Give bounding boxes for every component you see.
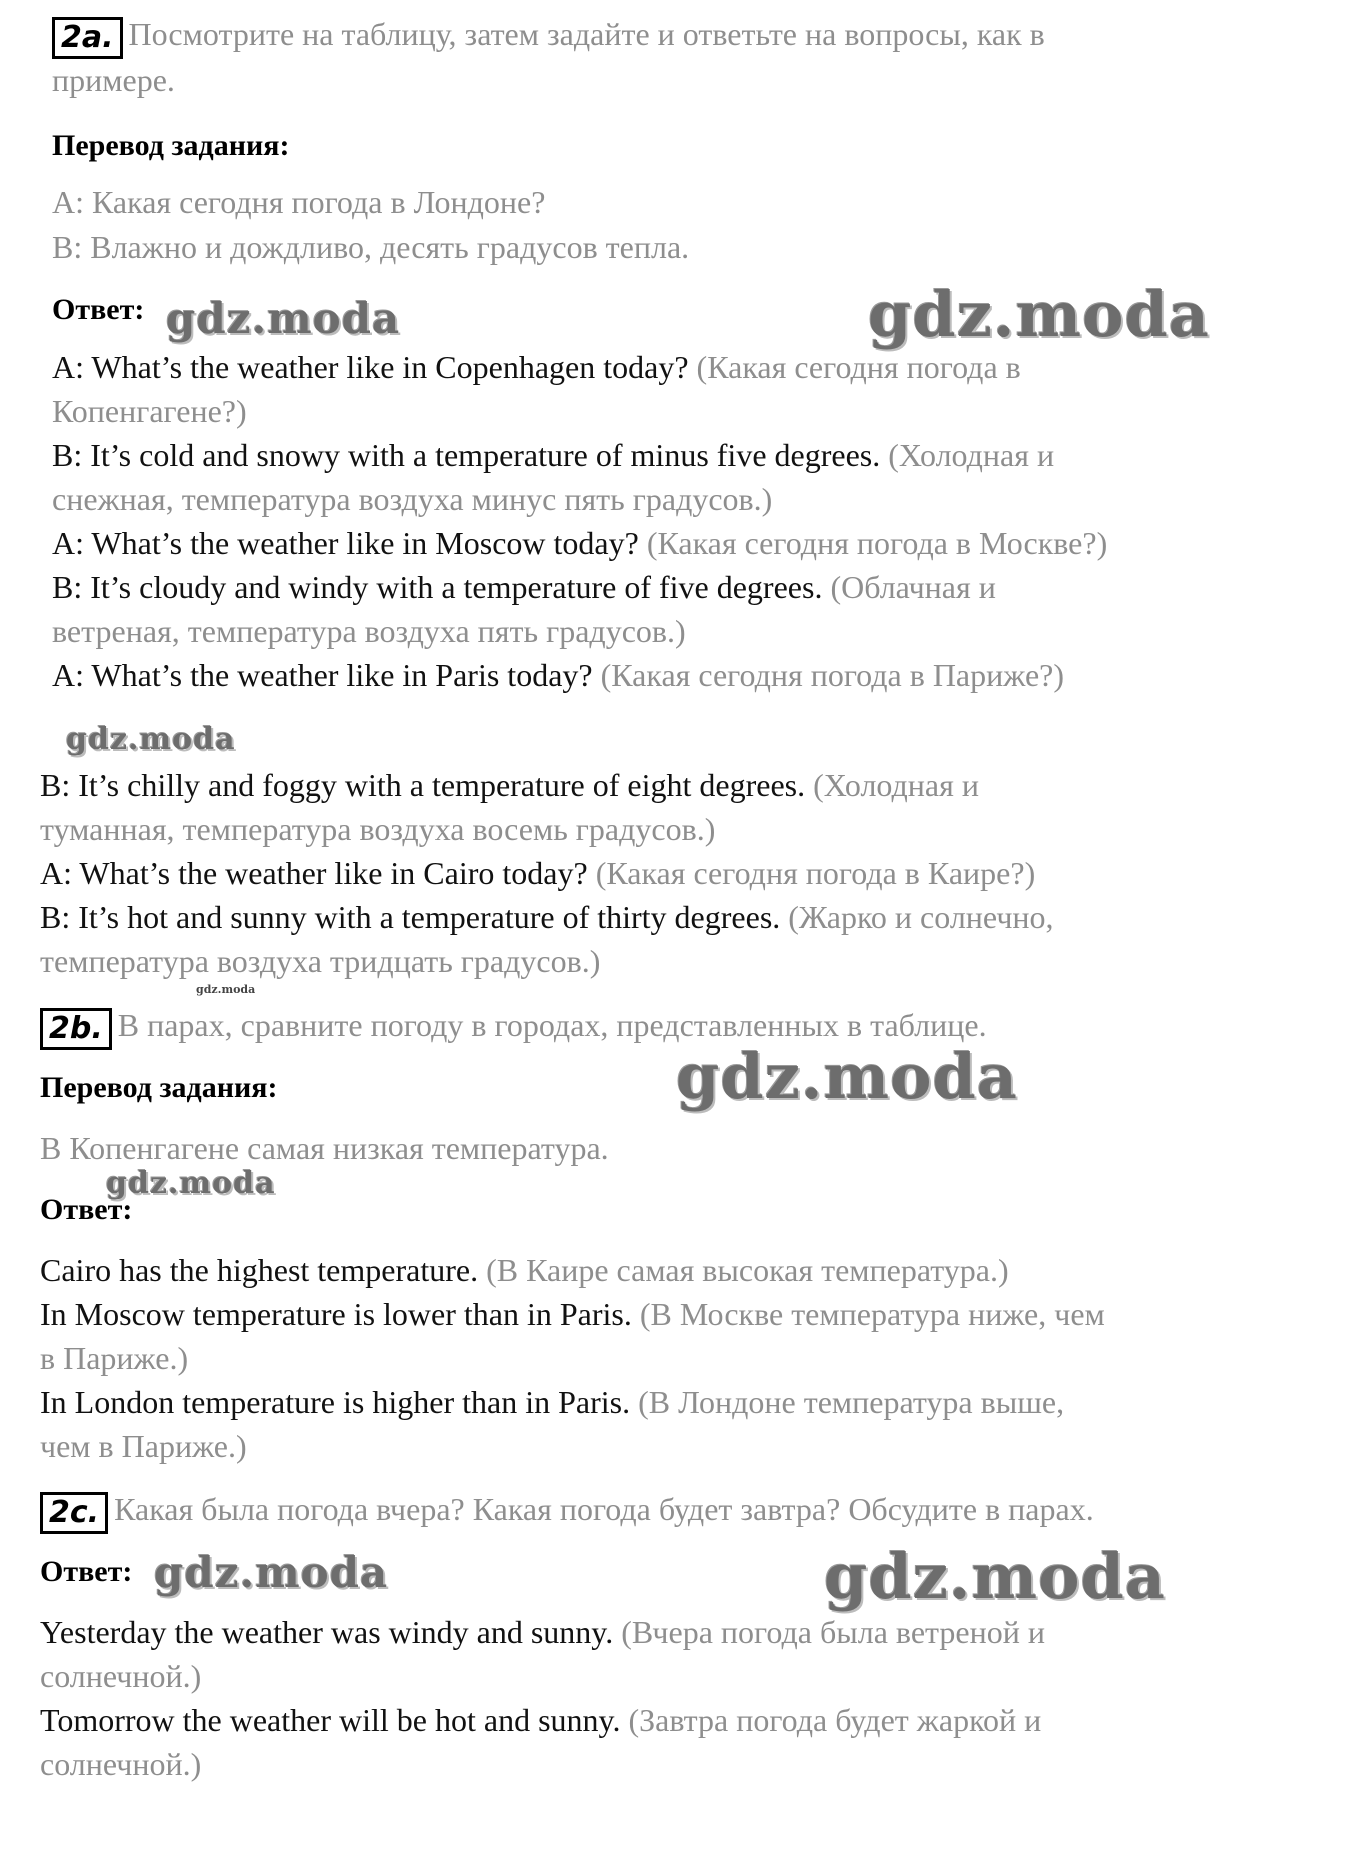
answer-line: солнечной.)	[40, 1658, 202, 1694]
task-2b-translation-heading: Перевод задания:	[40, 1071, 278, 1104]
task-2b-translation-line: В Копенгагене самая низкая температура.	[40, 1130, 609, 1166]
answer-line: снежная, температура воздуха минус пять градусов.)	[52, 481, 773, 517]
watermark-logo: gdz.moda	[154, 1548, 389, 1597]
watermark-logo: gdz.moda	[868, 278, 1210, 351]
task-number-badge: 2b.	[40, 1008, 112, 1050]
task-2b-instruction: В парах, сравните погоду в городах, представленных в таблице.	[117, 1007, 987, 1043]
answer-line: A: What’s the weather like in Cairo today? (Какая сегодня погода в Каире?)	[40, 855, 1036, 891]
task-2c-instruction: Какая была погода вчера? Какая погода будет завтра? Обсудите в парах.	[114, 1491, 1094, 1527]
task-number-badge: 2a.	[52, 17, 123, 59]
answer-line: чем в Париже.)	[40, 1428, 247, 1464]
watermark-logo: gdz.moda	[166, 294, 401, 343]
task-2a-instruction-cont: примере.	[52, 62, 175, 98]
watermark-logo: gdz.moda	[106, 1166, 276, 1201]
answer-line: Tomorrow the weather will be hot and sunny. (Завтра погода будет жаркой и	[40, 1702, 1042, 1738]
answer-line: Cairo has the highest temperature. (В Каире самая высокая температура.)	[40, 1252, 1009, 1288]
answer-line: солнечной.)	[40, 1746, 202, 1782]
watermark-logo: gdz.moda	[676, 1040, 1018, 1113]
answer-line: B: It’s cold and snowy with a temperature of minus five degrees. (Холодная и	[52, 437, 1055, 473]
task-2a-instruction: Посмотрите на таблицу, затем задайте и ответьте на вопросы, как в	[128, 16, 1045, 52]
task-2a-translation-line: А: Какая сегодня погода в Лондоне?	[52, 184, 546, 220]
answer-line: Yesterday the weather was windy and sunny. (Вчера погода была ветреной и	[40, 1614, 1045, 1650]
watermark-logo: gdz.moda	[196, 983, 256, 996]
task-2c-header	[40, 1489, 1094, 1534]
task-2c-answer-heading: Ответ:	[40, 1555, 133, 1588]
task-2b-answer-heading: Ответ:	[40, 1193, 133, 1226]
answer-line: ветреная, температура воздуха пять градусов.)	[52, 613, 686, 649]
task-2a-header	[52, 14, 1045, 59]
answer-line: туманная, температура воздуха восемь градусов.)	[40, 811, 716, 847]
answer-line: A: What’s the weather like in Paris today? (Какая сегодня погода в Париже?)	[52, 657, 1064, 693]
answer-line: в Париже.)	[40, 1340, 189, 1376]
task-2a-translation-line: В: Влажно и дождливо, десять градусов тепла.	[52, 229, 690, 265]
answer-line: B: It’s chilly and foggy with a temperature of eight degrees. (Холодная и	[40, 767, 979, 803]
answer-line: температура воздуха тридцать градусов.)	[40, 943, 601, 979]
answer-line: B: It’s cloudy and windy with a temperature of five degrees. (Облачная и	[52, 569, 996, 605]
answer-line: In Moscow temperature is lower than in Paris. (В Москве температура ниже, чем	[40, 1296, 1105, 1332]
task-2a-translation-heading: Перевод задания:	[52, 129, 290, 162]
answer-line: B: It’s hot and sunny with a temperature of thirty degrees. (Жарко и солнечно,	[40, 899, 1054, 935]
answer-line: A: What’s the weather like in Copenhagen today? (Какая сегодня погода в	[52, 349, 1021, 385]
task-number-badge: 2c.	[40, 1492, 108, 1534]
answer-line: In London temperature is higher than in Paris. (В Лондоне температура выше,	[40, 1384, 1065, 1420]
task-2a-answer-heading: Ответ:	[52, 293, 145, 326]
answer-line: Копенгагене?)	[52, 393, 247, 429]
watermark-logo: gdz.moda	[824, 1540, 1166, 1613]
answer-line: A: What’s the weather like in Moscow today? (Какая сегодня погода в Москве?)	[52, 525, 1108, 561]
watermark-logo: gdz.moda	[66, 722, 236, 757]
